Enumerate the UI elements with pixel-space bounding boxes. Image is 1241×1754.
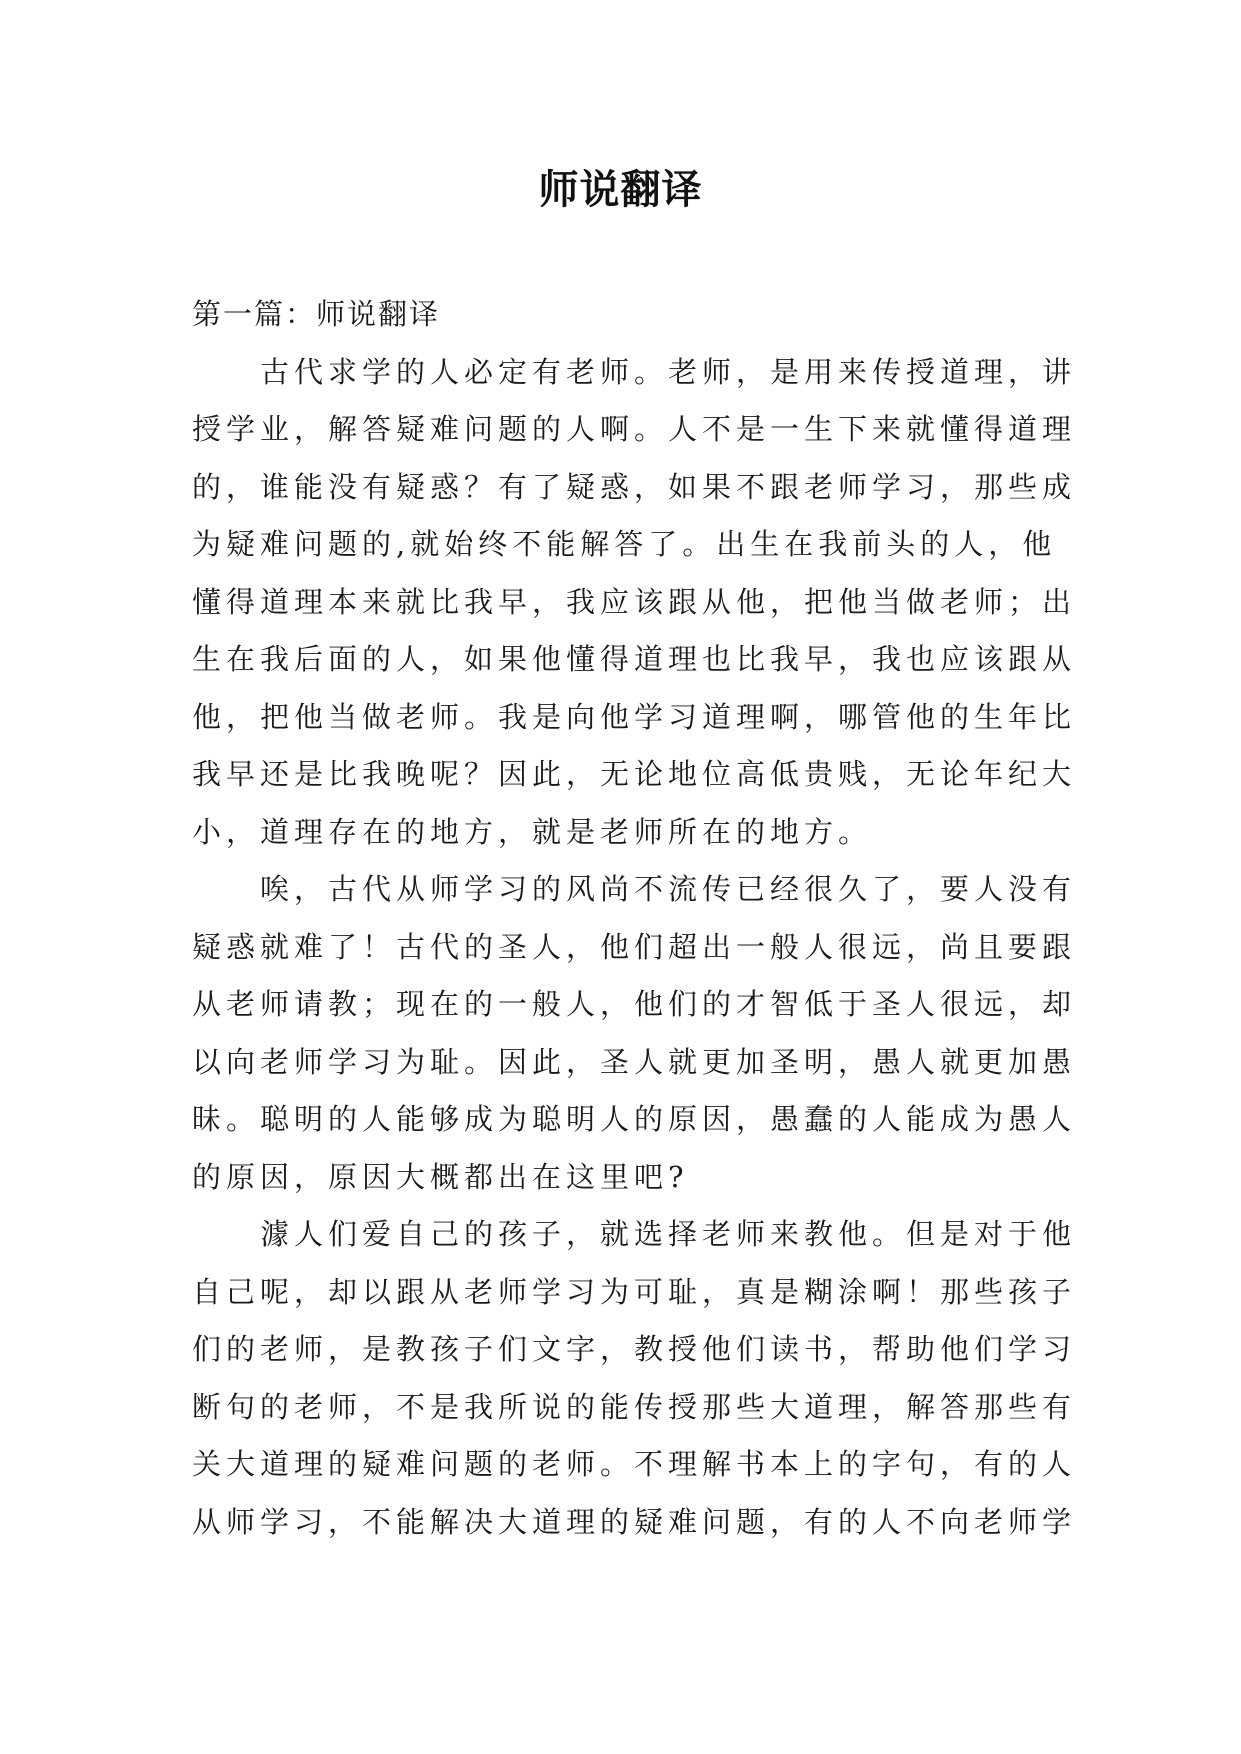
text-line: 唉，古代从师学习的风尚不流传已经很久了，要人没有 bbox=[192, 872, 1077, 906]
text-line: 以向老师学习为耻。因此，圣人就更加圣明，愚人就更加愚 bbox=[192, 1044, 1077, 1079]
text-line: 懂得道理本来就比我早，我应该跟从他，把他当做老师；出 bbox=[192, 584, 1077, 619]
text-line: 关大道理的疑难问题的老师。不理解书本上的字句，有的人 bbox=[192, 1447, 1077, 1481]
text-line: 的原因，原因大概都出在这里吧? bbox=[192, 1159, 689, 1194]
text-line: 小，道理存在的地方，就是老师所在的地方。 bbox=[192, 814, 873, 849]
text-line: 我早还是比我晚呢？因此，无论地位高低贵贱，无论年纪大 bbox=[192, 757, 1077, 791]
text-line: 疑惑就难了！古代的圣人，他们超出一般人很远，尚且要跟 bbox=[192, 929, 1077, 964]
text-line: 自己呢，却以跟从老师学习为可耻，真是糊涂啊！那些孩子 bbox=[192, 1274, 1077, 1309]
text-line: 从老师请教；现在的一般人，他们的才智低于圣人很远，却 bbox=[192, 987, 1077, 1021]
document-title: 师说翻译 bbox=[538, 167, 703, 213]
document-body bbox=[192, 286, 1077, 1551]
text-line: 澽人们爱自己的孩子，就选择老师来教他。但是对于他 bbox=[192, 1217, 1077, 1251]
text-line: 从师学习，不能解决大道理的疑难问题，有的人不向老师学 bbox=[192, 1504, 1077, 1539]
text-line: 昧。聪明的人能够成为聪明人的原因，愚蠢的人能成为愚人 bbox=[192, 1102, 1077, 1136]
text-line: 断句的老师，不是我所说的能传授那些大道理，解答那些有 bbox=[192, 1389, 1077, 1424]
text-line: 为疑难问题的,就始终不能解答了。出生在我前头的人，他 bbox=[192, 527, 1057, 561]
text-line: 生在我后面的人，如果他懂得道理也比我早，我也应该跟从 bbox=[192, 642, 1077, 676]
text-line: 古代求学的人必定有老师。老师，是用来传授道理，讲 bbox=[192, 354, 1077, 389]
text-line: 的，谁能没有疑惑？有了疑惑，如果不跟老师学习，那些成 bbox=[192, 469, 1077, 504]
text-line: 授学业，解答疑难问题的人啊。人不是一生下来就懂得道理 bbox=[192, 412, 1077, 446]
text-line: 他，把他当做老师。我是向他学习道理啊，哪管他的生年比 bbox=[192, 699, 1077, 734]
text-line: 们的老师，是教孩子们文字，教授他们读书，帮助他们学习 bbox=[192, 1332, 1077, 1366]
section-heading: 第一篇：师说翻译 bbox=[192, 297, 441, 331]
